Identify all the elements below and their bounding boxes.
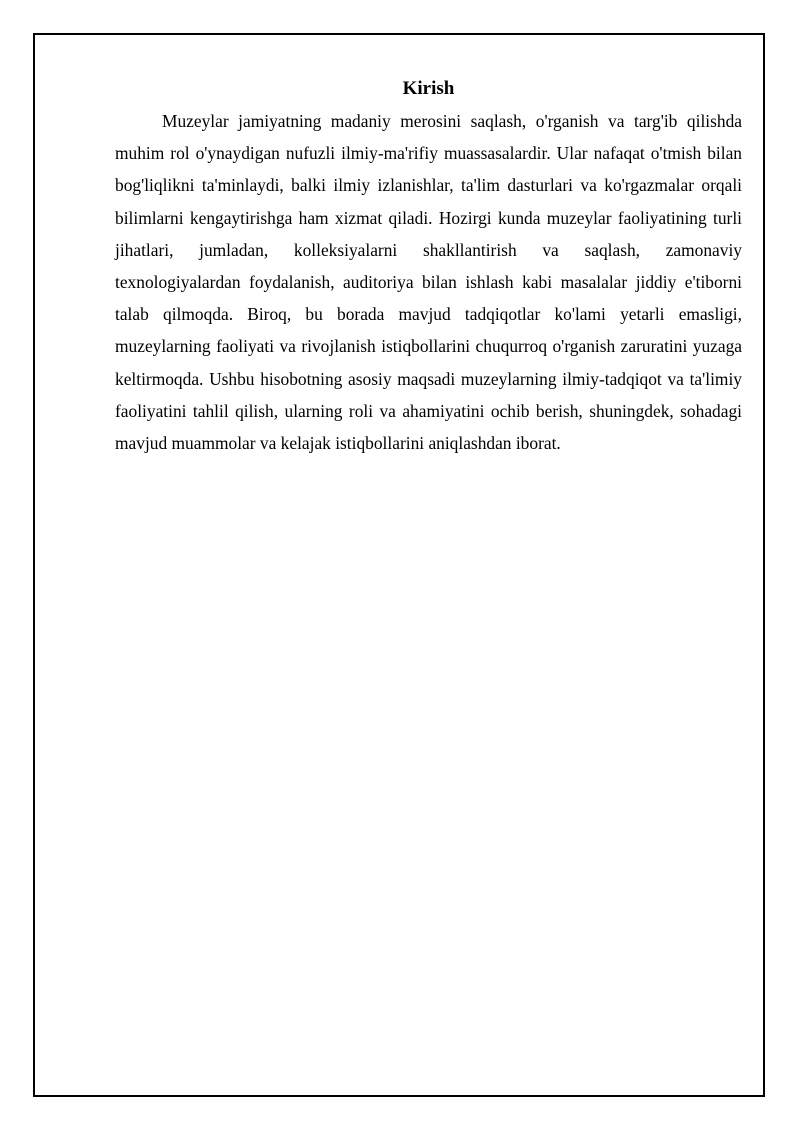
document-content bbox=[115, 75, 742, 459]
intro-paragraph: Muzeylar jamiyatning madaniy merosini saqlash, o'rganish va targ'ib qilishda muhim rol o'ynaydigan nufuzli ilmiy-ma'rifiy muassasalardir. Ular nafaqat o'tmish bilan bog'liqlikni ta'minlaydi, balki ilmiy izlanishlar, ta'lim dasturlari va ko'rgazmalar orqali bilimlarni kengaytirishga ham xizmat qiladi. Hozirgi kunda muzeylar faoliyatining turli jihatlari, jumladan, kolleksiyalarni shakllantirish va saqlash, zamonaviy texnologiyalardan foydalanish, auditoriya bilan ishlash kabi masalalar jiddiy e'tiborni talab qilmoqda. Biroq, bu borada mavjud tadqiqotlar ko'lami yetarli emasligi, muzeylarning faoliyati va rivojlanish istiqbollarini chuqurroq o'rganish zaruratini yuzaga keltirmoqda. Ushbu hisobotning asosiy maqsadi muzeylarning ilmiy-tadqiqot va ta'limiy faoliyatini tahlil qilish, ularning roli va ahamiyatini ochib berish, shuningdek, sohadagi mavjud muammolar va kelajak istiqbollarini aniqlashdan iborat. bbox=[115, 111, 742, 454]
document-title: Kirish bbox=[402, 78, 455, 99]
